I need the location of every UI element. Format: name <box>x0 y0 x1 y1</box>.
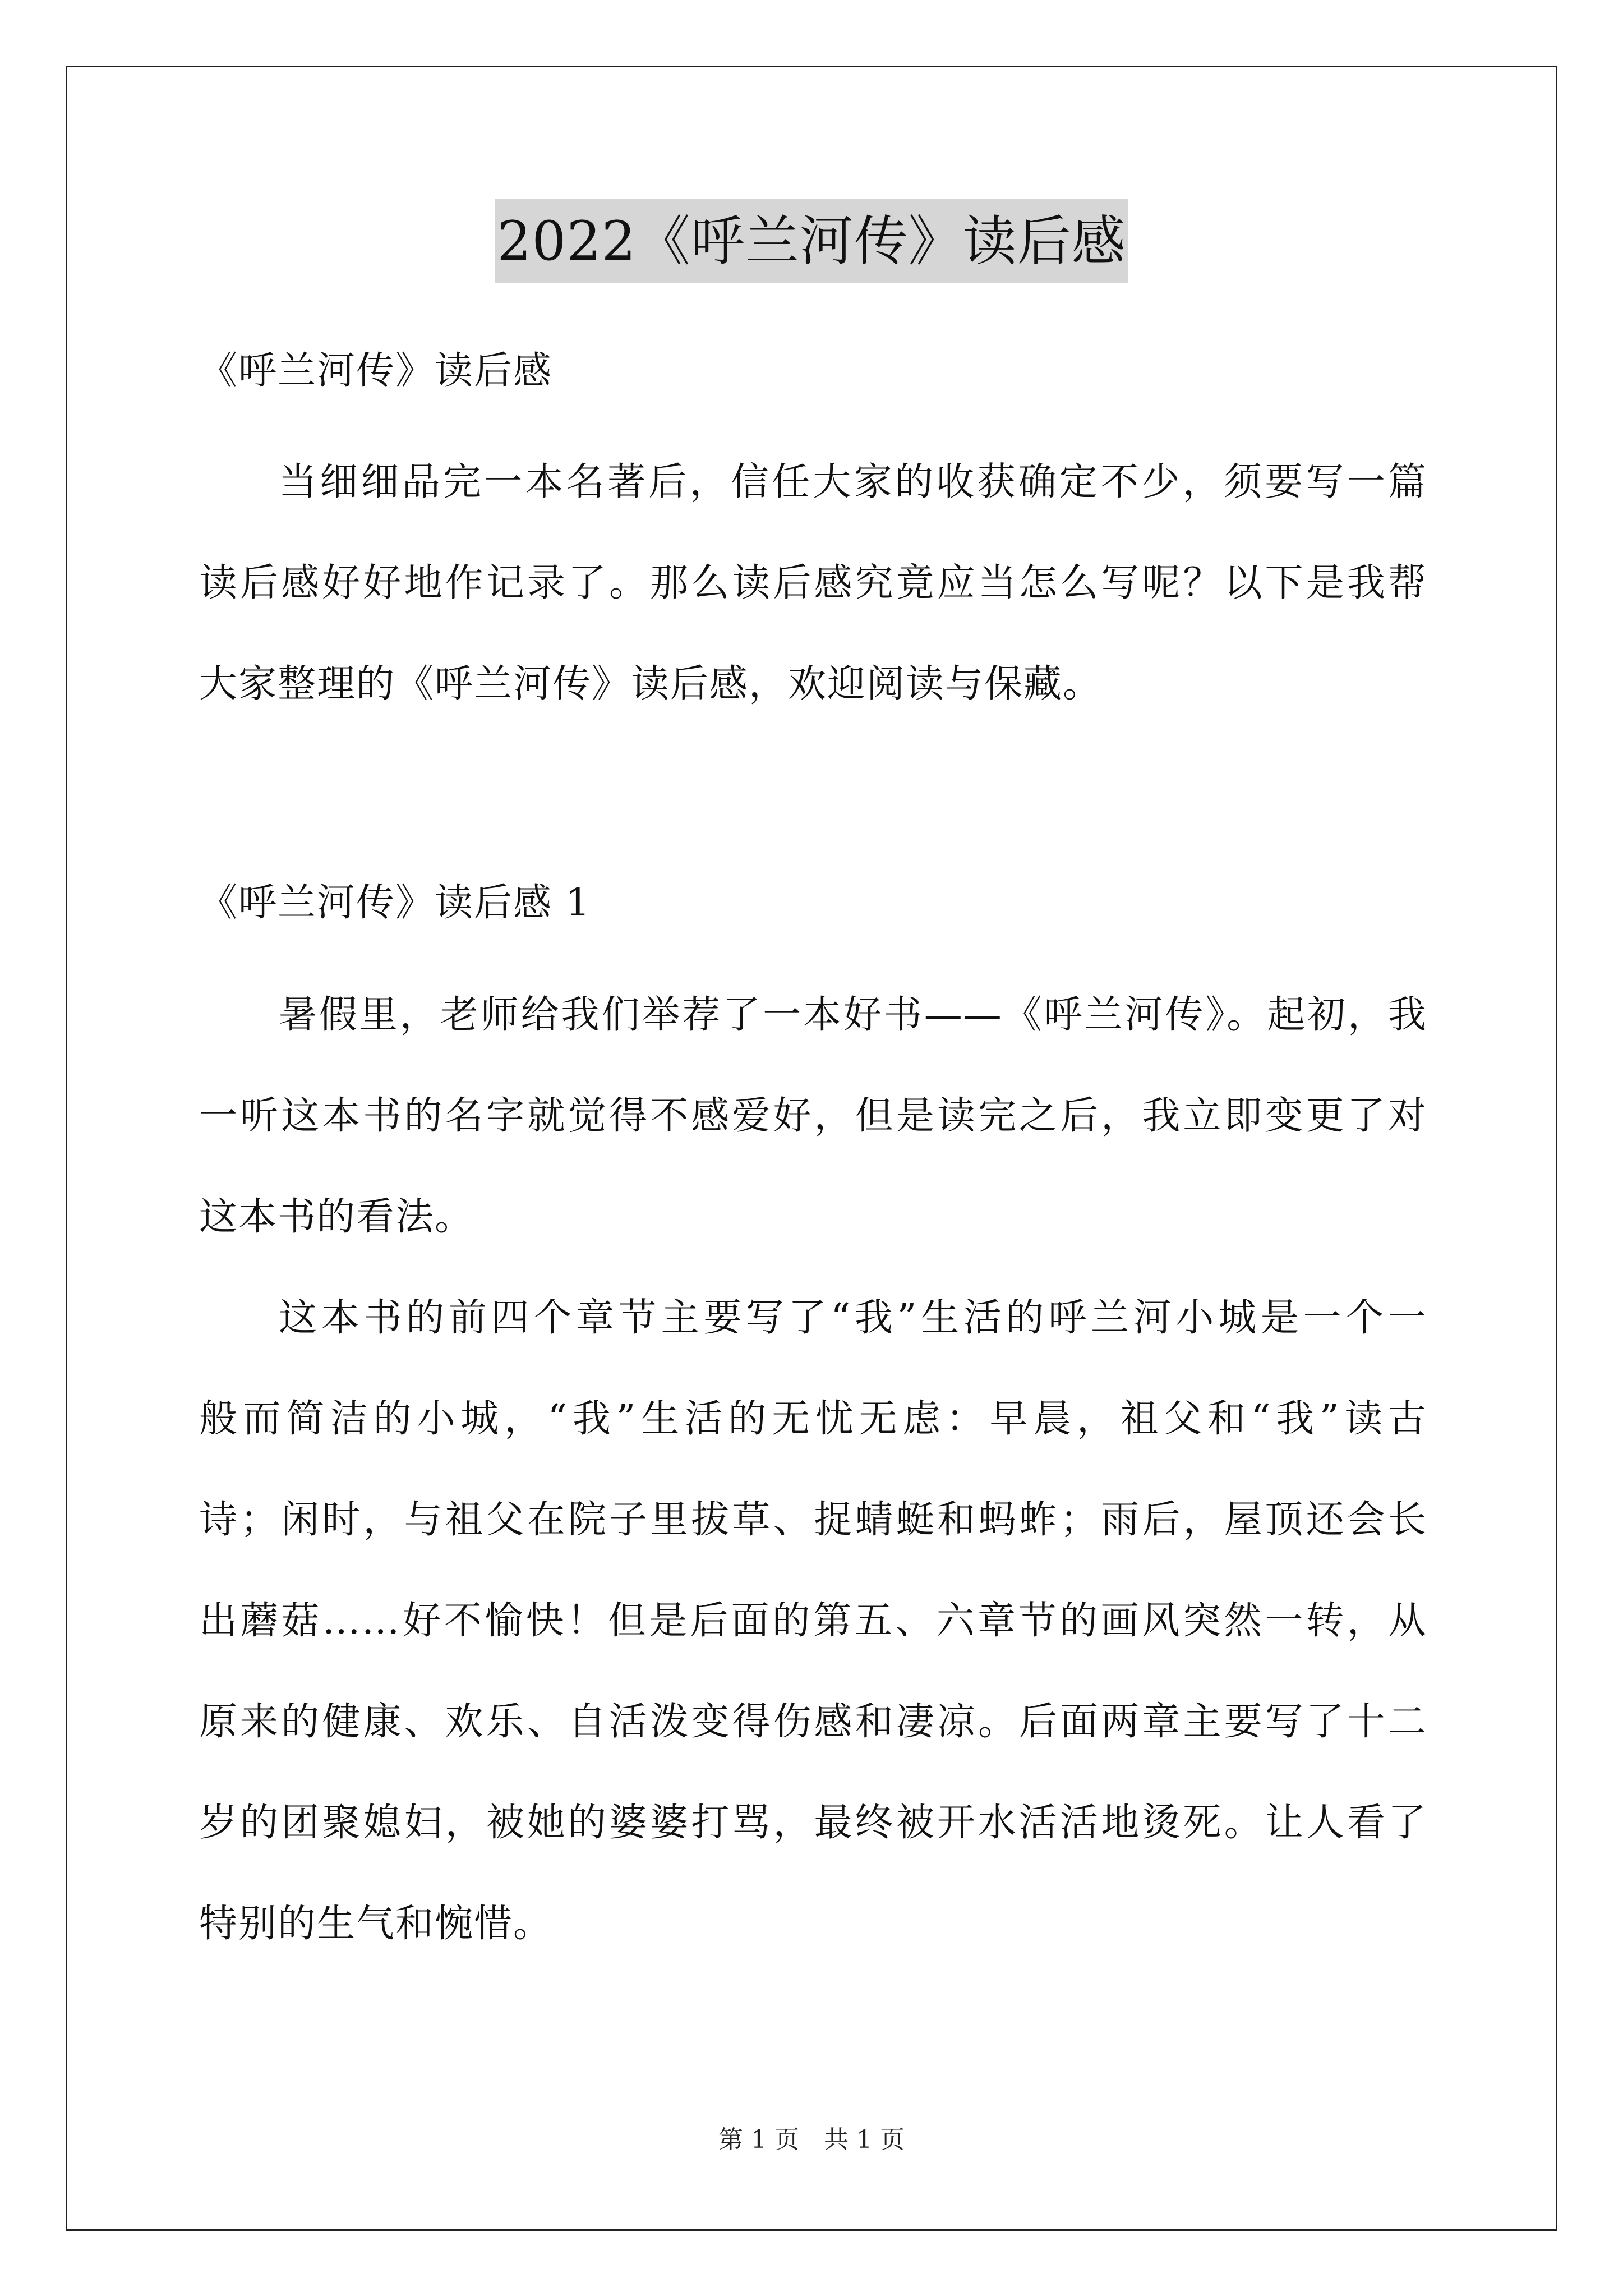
paragraph-line: 这本书的看法。 <box>199 1195 474 1239</box>
paragraph-line: 读后感好好地作记录了。那么读后感究竟应当怎么写呢？以下是我帮 <box>199 561 1427 605</box>
document-title: 2022《呼兰河传》读后感 <box>495 199 1128 283</box>
paragraph-line: 当细细品完一本名著后，信任大家的收获确定不少，须要写一篇 <box>279 460 1427 504</box>
paragraph-line: 一听这本书的名字就觉得不感爱好，但是读完之后，我立即变更了对 <box>199 1094 1427 1138</box>
paragraph-line: 出蘑菇……好不愉快！但是后面的第五、六章节的画风突然一转，从 <box>199 1599 1427 1643</box>
page-footer: 第 1 页 共 1 页 <box>718 2125 905 2154</box>
paragraph-line: 般而简洁的小城，“我”生活的无忧无虑：早晨，祖父和“我”读古 <box>199 1397 1427 1441</box>
paragraph-line: 暑假里，老师给我们举荐了一本好书——《呼兰河传》。起初，我 <box>279 993 1427 1037</box>
paragraph-line: 诗；闲时，与祖父在院子里拔草、捉蜻蜓和蚂蚱；雨后，屋顶还会长 <box>199 1498 1427 1542</box>
paragraph-line: 岁的团聚媳妇，被她的婆婆打骂，最终被开水活活地烫死。让人看了 <box>199 1801 1427 1845</box>
section-heading: 《呼兰河传》读后感 <box>199 349 553 393</box>
paragraph-line: 特别的生气和惋惜。 <box>199 1902 553 1946</box>
section-heading: 《呼兰河传》读后感 1 <box>199 881 591 925</box>
paragraph-line: 大家整理的《呼兰河传》读后感，欢迎阅读与保藏。 <box>199 662 1103 706</box>
title-container <box>0 199 1623 283</box>
paragraph-line: 这本书的前四个章节主要写了“我”生活的呼兰河小城是一个一 <box>279 1296 1427 1340</box>
paragraph-line: 原来的健康、欢乐、自活泼变得伤感和凄凉。后面两章主要写了十二 <box>199 1700 1427 1744</box>
